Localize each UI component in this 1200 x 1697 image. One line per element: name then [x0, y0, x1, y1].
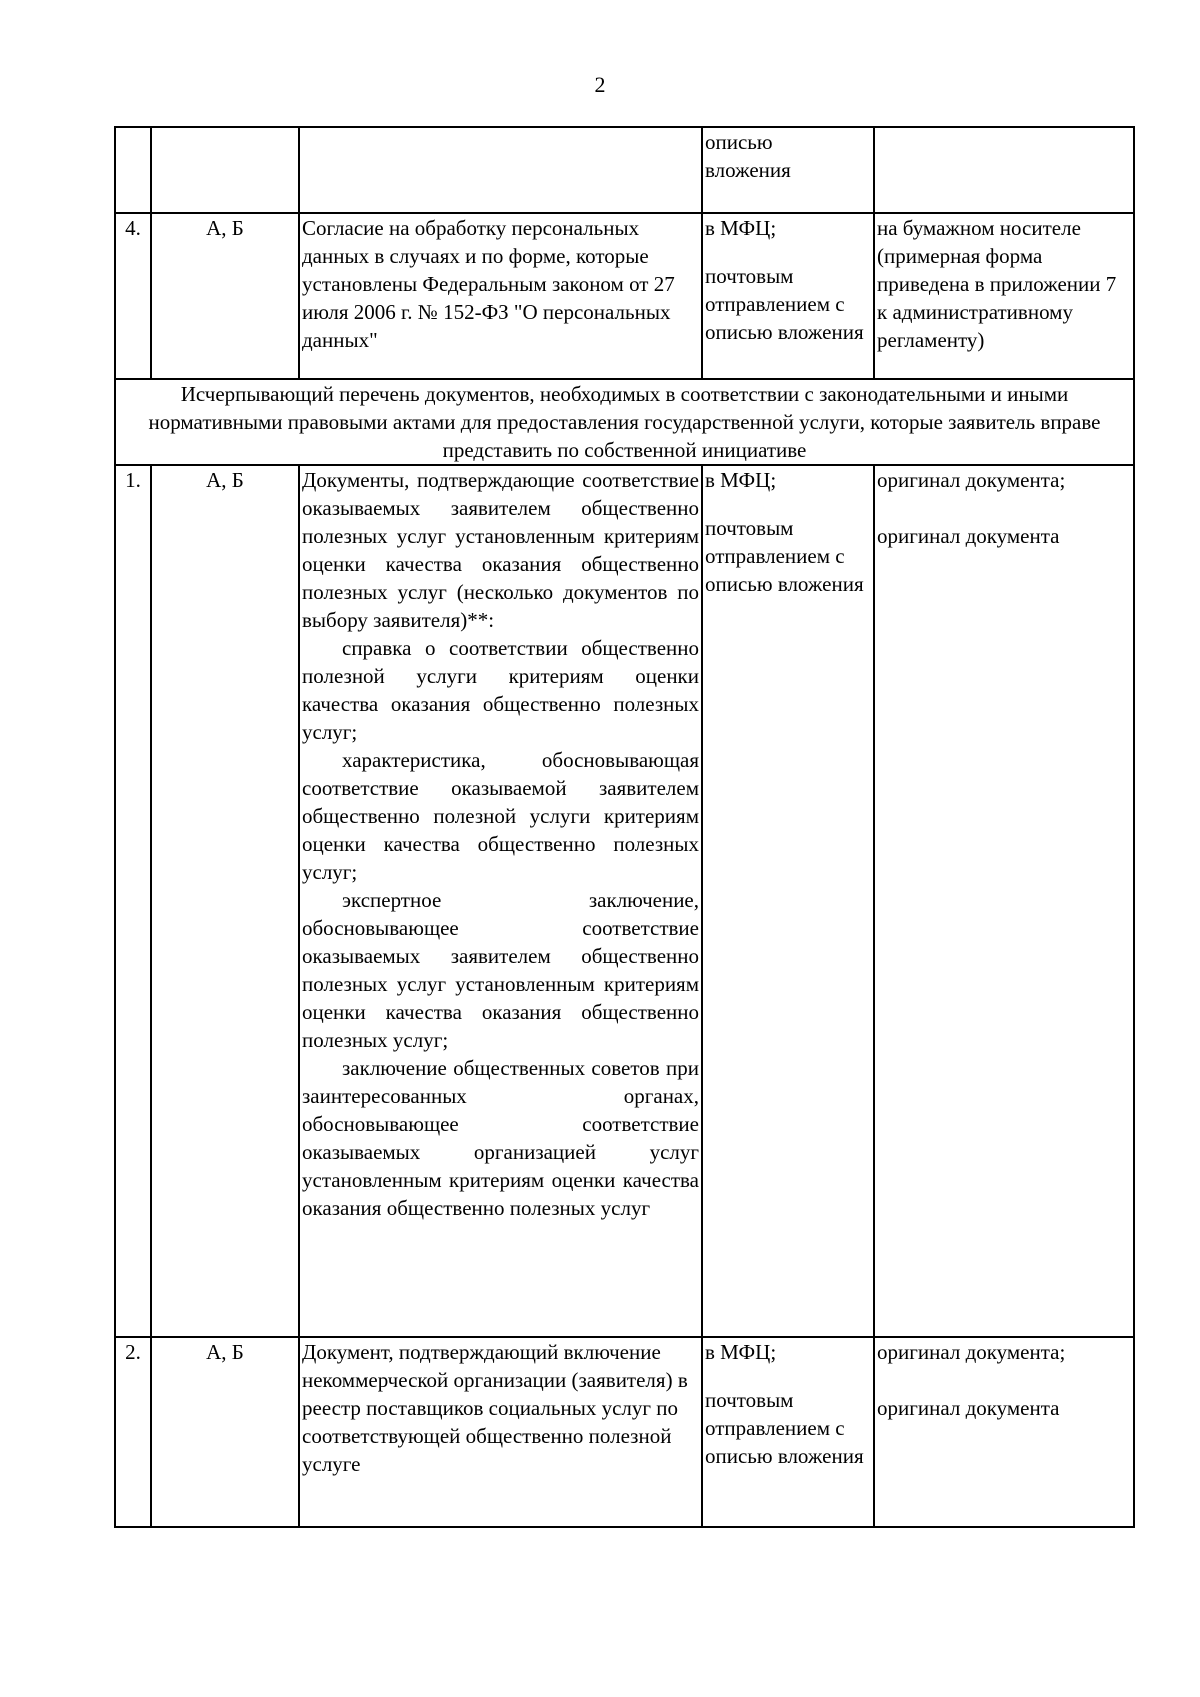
document-item: характеристика, обосновывающая соответствие оказываемой заявителем общественно полезной услуги критериям оценки качества общественно полезных услуг;	[302, 748, 699, 884]
section-header-row	[115, 379, 1134, 465]
method-mfc: в МФЦ;	[705, 216, 777, 240]
cell-num: 4.	[115, 213, 151, 379]
section-title: Исчерпывающий перечень документов, необходимых в соответствии с законодательными и иными нормативными правовыми актами для предоставления государственной услуги, которые заявитель вправе представить по собственной инициативе	[115, 379, 1134, 465]
table-row-4	[115, 213, 1134, 379]
method-line: вложения	[705, 158, 791, 182]
cell-document	[299, 465, 702, 1337]
table-row-1	[115, 465, 1134, 1337]
table-row-2	[115, 1337, 1134, 1527]
method-post: почтовым отправлением с описью вложения	[705, 1388, 864, 1468]
cell-form: на бумажном носителе (примерная форма приведена в приложении 7 к административному регламенту)	[874, 213, 1134, 379]
cell-form	[874, 465, 1134, 1337]
cell-method	[702, 465, 874, 1337]
cell-num	[115, 127, 151, 213]
documents-table	[114, 126, 1135, 1528]
cell-category: А, Б	[151, 465, 299, 1337]
cell-method	[702, 1337, 874, 1527]
cell-method	[702, 213, 874, 379]
form-original: оригинал документа	[877, 524, 1060, 548]
form-original: оригинал документа;	[877, 468, 1066, 492]
cell-document	[299, 127, 702, 213]
cell-num: 2.	[115, 1337, 151, 1527]
page-number: 2	[594, 72, 606, 97]
document-intro: Документы, подтверждающие соответствие оказываемых заявителем общественно полезных услуг установленным критериям оценки качества оказания общественно полезных услуг (несколько документов по выбору заявителя)**:	[302, 468, 699, 632]
form-original: оригинал документа	[877, 1396, 1060, 1420]
cell-category	[151, 127, 299, 213]
cell-document: Согласие на обработку персональных данных в случаях и по форме, которые установлены Федеральным законом от 27 июля 2006 г. № 152-ФЗ "О персональных данных"	[299, 213, 702, 379]
method-mfc: в МФЦ;	[705, 468, 777, 492]
cell-form	[874, 127, 1134, 213]
document-item: экспертное заключение, обосновывающее соответствие оказываемых заявителем общественно полезных услуг установленным критериям оценки качества оказания общественно полезных услуг;	[302, 888, 699, 1052]
cell-num: 1.	[115, 465, 151, 1337]
method-mfc: в МФЦ;	[705, 1340, 777, 1364]
document-item: заключение общественных советов при заинтересованных органах, обосновывающее соответствие оказываемых организацией услуг установленным критериям оценки качества оказания общественно полезных услуг	[302, 1056, 699, 1220]
method-post: почтовым отправлением с описью вложения	[705, 516, 864, 596]
cell-category: А, Б	[151, 1337, 299, 1527]
cell-method	[702, 127, 874, 213]
cell-document: Документ, подтверждающий включение некоммерческой организации (заявителя) в реестр поставщиков социальных услуг по соответствующей общественно полезной услуге	[299, 1337, 702, 1527]
cell-category: А, Б	[151, 213, 299, 379]
method-post: почтовым отправлением с описью вложения	[705, 264, 864, 344]
document-item: справка о соответствии общественно полезной услуги критериям оценки качества оказания общественно полезных услуг;	[302, 636, 699, 744]
table-row-continuation	[115, 127, 1134, 213]
method-line: описью	[705, 130, 773, 154]
form-original: оригинал документа;	[877, 1340, 1066, 1364]
cell-form	[874, 1337, 1134, 1527]
